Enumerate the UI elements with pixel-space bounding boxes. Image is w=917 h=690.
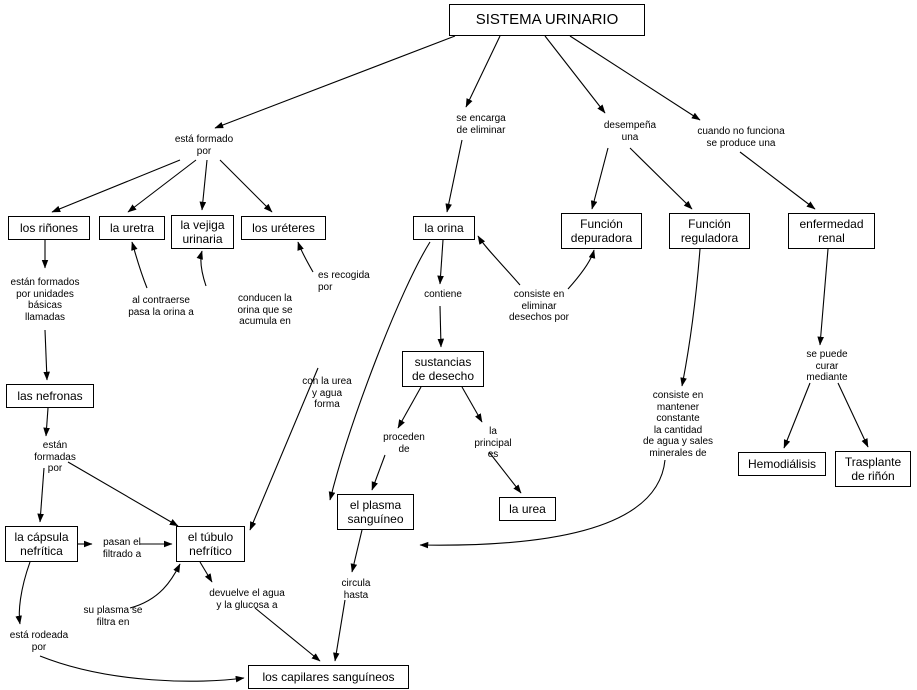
edge-label-estan-formados-por-unidades: están formados por unidades básicas llamadas — [10, 277, 80, 323]
node-las-nefronas[interactable]: las nefronas — [6, 384, 94, 408]
node-el-tubulo-nefritico[interactable]: el túbulo nefrítico — [176, 526, 245, 562]
node-sustancias-de-desecho[interactable]: sustancias de desecho — [402, 351, 484, 387]
edge-label-devuelve-el-agua: devuelve el agua y la glucosa a — [209, 588, 285, 611]
edge-label-esta-rodeada-por: está rodeada por — [9, 630, 69, 653]
node-los-rinones[interactable]: los riñones — [8, 216, 90, 240]
node-la-urea[interactable]: la urea — [499, 497, 556, 521]
edge-label-con-la-urea-y-agua-forma: con la urea y agua forma — [302, 376, 352, 410]
edge-label-se-puede-curar: se puede curar mediante — [806, 349, 848, 383]
node-los-ureteres[interactable]: los uréteres — [241, 216, 326, 240]
node-enfermedad-renal[interactable]: enfermedad renal — [788, 213, 875, 249]
edge-label-consiste-en-mantener: consiste en mantener constante la cantidad de agua y sales minerales de — [642, 390, 714, 459]
edge-label-consiste-en-eliminar: consiste en eliminar desechos por — [508, 289, 570, 323]
node-funcion-reguladora[interactable]: Función reguladora — [669, 213, 750, 249]
node-trasplante-de-rinon[interactable]: Trasplante de riñón — [835, 451, 911, 487]
edge-label-pasan-el-filtrado-a: pasan el filtrado a — [102, 537, 142, 560]
edge-label-se-encarga-de-eliminar: se encarga de eliminar — [456, 113, 506, 136]
edge-label-proceden-de: proceden de — [383, 432, 425, 455]
edge-label-es-recogida-por: es recogida por — [318, 270, 370, 293]
edge-label-contiene: contiene — [424, 289, 462, 300]
edge-label-esta-formado-por: está formado por — [174, 134, 234, 157]
node-sistema-urinario[interactable]: SISTEMA URINARIO — [449, 4, 645, 36]
node-la-vejiga-urinaria[interactable]: la vejiga urinaria — [171, 215, 234, 249]
edge-label-la-principal-es: la principal es — [474, 426, 512, 460]
edge-label-conducen-la-orina: conducen la orina que se acumula en — [237, 293, 293, 327]
edge-label-cuando-no-funciona: cuando no funciona se produce una — [697, 126, 785, 149]
edge-label-desempena-una: desempeña una — [603, 120, 657, 143]
node-los-capilares-sanguineos[interactable]: los capilares sanguíneos — [248, 665, 409, 689]
node-hemodialisis[interactable]: Hemodiálisis — [738, 452, 826, 476]
edge-label-al-contraerse: al contraerse pasa la orina a — [128, 295, 194, 318]
edge-label-circula-hasta: circula hasta — [341, 578, 371, 601]
node-la-capsula-nefritica[interactable]: la cápsula nefrítica — [5, 526, 78, 562]
node-la-orina[interactable]: la orina — [413, 216, 475, 240]
node-la-uretra[interactable]: la uretra — [99, 216, 165, 240]
edge-label-su-plasma-se-filtra-en: su plasma se filtra en — [83, 605, 143, 628]
edge-label-estan-formadas-por: están formadas por — [34, 440, 76, 474]
node-funcion-depuradora[interactable]: Función depuradora — [561, 213, 642, 249]
node-el-plasma-sanguineo[interactable]: el plasma sanguíneo — [337, 494, 414, 530]
